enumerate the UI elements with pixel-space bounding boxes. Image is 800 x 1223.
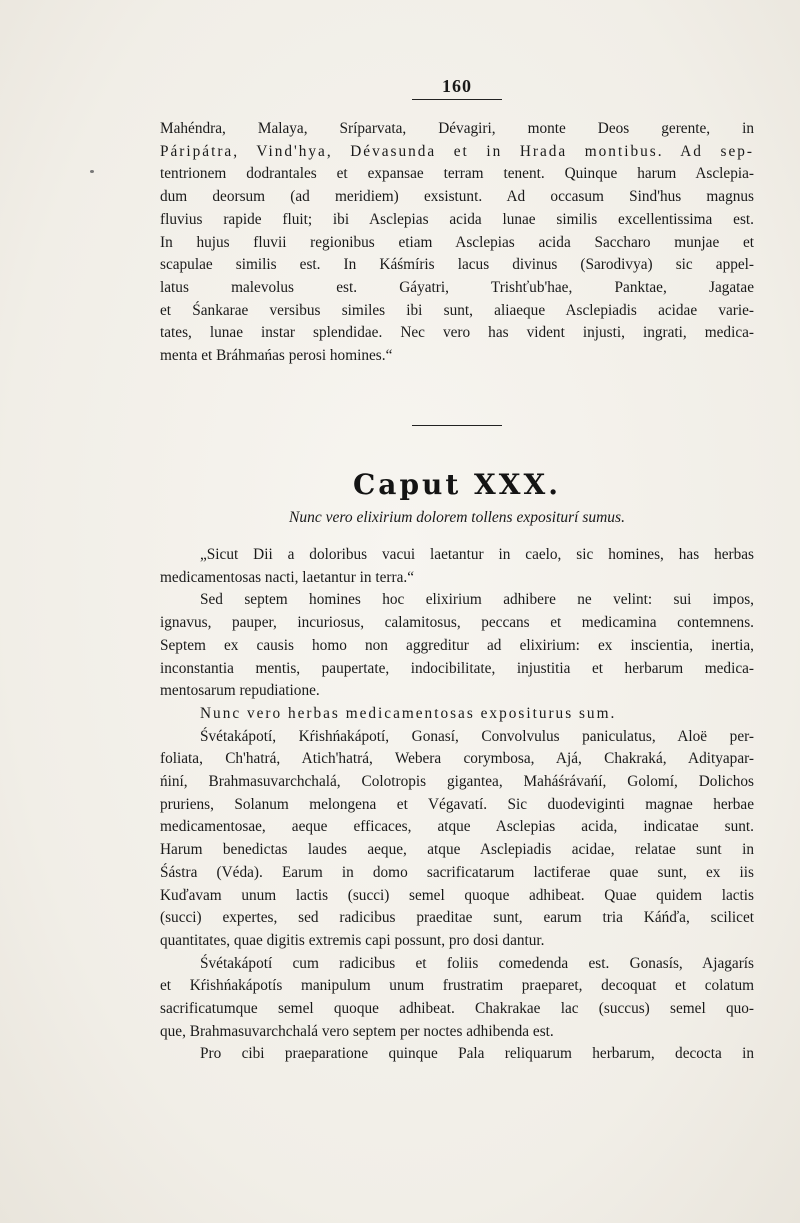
text-line: inconstantia mentis, paupertate, indocibilitate, injustitia et herbarum medica- <box>160 659 754 677</box>
text-line: Mahéndra, Malaya, Sríparvata, Dévagiri, monte Deos gerente, in <box>160 120 754 137</box>
chapter-subtitle: Nunc vero elixirium dolorem tollens expositurí sumus. <box>289 509 625 526</box>
text-line: dum deorsum (ad meridiem) exsistunt. Ad occasum Sind'hus magnus <box>160 188 754 206</box>
text-line: Nunc vero herbas medicamentosas expositurus sum. <box>200 704 617 722</box>
paragraph-2 <box>160 544 754 1066</box>
text-line: Septem ex causis homo non aggreditur ad elixirium: ex inscientia, inertia, <box>160 636 754 654</box>
text-line: ńiní, Brahmasuvarchchalá, Colotropis gigantea, Maháśrávańí, Golomí, Dolichos <box>160 773 754 791</box>
text-line: tates, lunae instar splendidae. Nec vero has vident injusti, ingrati, medica- <box>160 324 754 342</box>
page-number: 160 <box>442 76 472 96</box>
text-line: tentrionem dodrantales et expansae terram tenent. Quinque harum Asclepia- <box>160 165 754 183</box>
text-line: Sed septem homines hoc elixirium adhibere ne velint: sui impos, <box>200 591 754 609</box>
text-line: Kuďavam unum lactis (succi) semel quoque adhibeat. Quae quidem lactis <box>160 886 754 904</box>
text-line: que, Brahmasuvarchchalá vero septem per noctes adhibenda est. <box>160 1022 554 1040</box>
text-line: pruriens, Solanum melongena et Végavatí. Sic duodeviginti magnae herbae <box>160 795 754 813</box>
section-divider <box>412 425 502 426</box>
text-line: Śvétakápotí, Kŕishńakápotí, Gonasí, Convolvulus paniculatus, Aloë per- <box>200 727 754 745</box>
text-line: medicamentosas nacti, laetantur in terra.“ <box>160 568 414 586</box>
text-line: et Kŕishńakápotís manipulum unum frustratim praeparet, decoquat et colatum <box>160 977 754 995</box>
text-line: latus malevolus est. Gáyatri, Trishťub'hae, Panktae, Jagatae <box>160 278 754 296</box>
paragraph-1 <box>160 118 754 368</box>
text-line: scapulae similis est. In Káśmíris lacus divinus (Sarodivya) sic appel- <box>160 256 754 274</box>
text-line: In hujus fluvii regionibus etiam Asclepias acida Saccharo munjae et <box>160 233 754 251</box>
text-line: foliata, Ch'hatrá, Atich'hatrá, Webera corymbosa, Ajá, Chakraká, Adityapar- <box>160 750 754 768</box>
text-line: ignavus, pauper, incuriosus, calamitosus, peccans et medicamina contemnens. <box>160 614 754 632</box>
text-line: (succi) expertes, sed radicibus praeditae sunt, earum tria Káńďa, scilicet <box>160 909 754 927</box>
text-line: et Śankarae versibus similes ibi sunt, aliaeque Asclepiadis acidae varie- <box>160 301 754 319</box>
text-line: „Sicut Dii a doloribus vacui laetantur in caelo, sic homines, has herbas <box>200 546 754 563</box>
text-line: Pro cibi praeparatione quinque Pala reliquarum herbarum, decocta in <box>200 1045 754 1063</box>
chapter-title: Caput XXX. <box>353 468 561 501</box>
text-line: medicamentosae, aeque efficaces, atque Asclepias acida, indicatae sunt. <box>160 818 754 836</box>
text-line: Śvétakápotí cum radicibus et foliis comedenda est. Gonasís, Ajagarís <box>200 954 754 972</box>
text-line: Harum benedictas laudes aeque, atque Asclepiadis acidae, relatae sunt in <box>160 841 754 859</box>
text-line: Páripátra, Vind'hya, Dévasunda et in Hrada montibus. Ad sep- <box>160 142 754 160</box>
text-line: Śástra (Véda). Earum in domo sacrificatarum lactiferae quae sunt, ex iis <box>160 863 754 881</box>
text-line: mentosarum repudiatione. <box>160 682 320 700</box>
text-line: menta et Bráhmańas perosi homines.“ <box>160 347 393 365</box>
text-line: fluvius rapide fluit; ibi Asclepias acida lunae similis excellentissima est. <box>160 210 754 228</box>
text-line: quantitates, quae digitis extremis capi possunt, pro dosi dantur. <box>160 931 545 949</box>
text-line: sacrificatumque semel quoque adhibeat. Chakrakae lac (succus) semel quo- <box>160 1000 754 1018</box>
ink-speck <box>90 170 94 173</box>
page-number-rule <box>412 99 502 100</box>
